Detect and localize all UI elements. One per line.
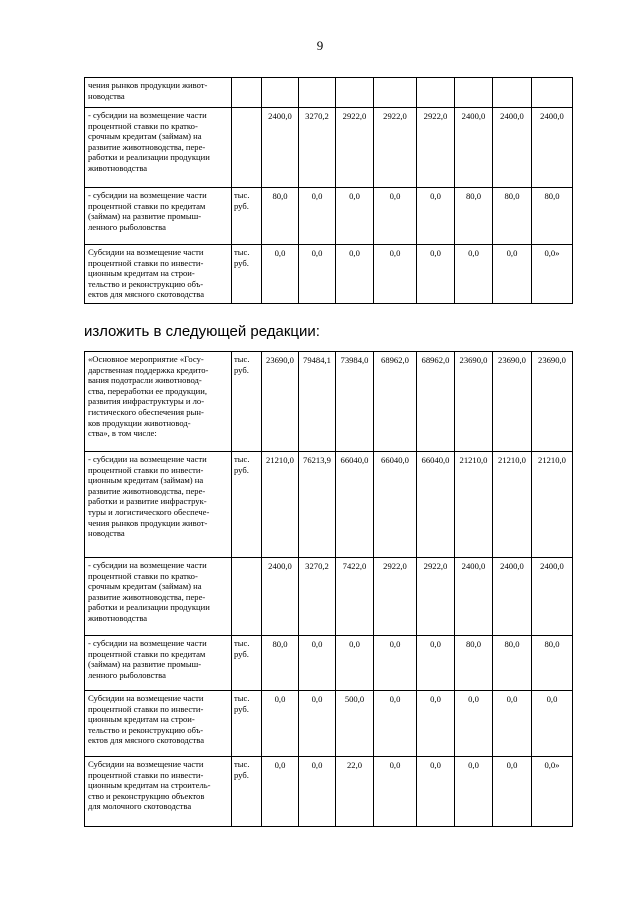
value-cell: 0,0	[417, 757, 455, 827]
value-cell: 0,0	[455, 245, 493, 304]
table-row	[85, 757, 573, 827]
row-description: - субсидии на возмещение части процентной ставки по инвести- ционным кредитам (займам) на развитие животноводства, пере- работки и развитие инфраструк- туры и логистического обеспече- чения рынков продукции живот- новодства	[85, 452, 232, 558]
value-cell: 0,0	[336, 245, 374, 304]
value-cell: 68962,0	[374, 352, 417, 452]
value-cell: 0,0	[493, 757, 532, 827]
page-number: 9	[316, 38, 324, 53]
row-description: - субсидии на возмещение части процентной ставки по кредитам (займам) на развитие промыш- ленного рыболовства	[85, 636, 232, 691]
value-cell: 73984,0	[336, 352, 374, 452]
value-cell: 7422,0	[336, 558, 374, 636]
value-cell: 0,0	[417, 636, 455, 691]
value-cell: 3270,2	[299, 108, 336, 188]
value-cell	[299, 78, 336, 108]
value-cell	[455, 78, 493, 108]
row-unit	[232, 108, 262, 188]
value-cell: 2922,0	[374, 558, 417, 636]
value-cell: 0,0	[374, 245, 417, 304]
value-cell: 0,0	[455, 757, 493, 827]
table-new-edition	[84, 351, 573, 827]
value-cell: 0,0	[532, 691, 573, 757]
value-cell	[262, 78, 299, 108]
value-cell: 80,0	[532, 636, 573, 691]
row-description: Субсидии на возмещение части процентной ставки по инвести- ционным кредитам на строитель- ство и реконструкцию объектов для молочного скотоводства	[85, 757, 232, 827]
table-row	[85, 452, 573, 558]
value-cell	[532, 78, 573, 108]
table-original	[84, 77, 573, 304]
value-cell: 0,0	[374, 188, 417, 245]
value-cell: 0,0	[417, 691, 455, 757]
value-cell: 0,0	[262, 245, 299, 304]
value-cell: 500,0	[336, 691, 374, 757]
value-cell: 21210,0	[262, 452, 299, 558]
row-unit: тыс. руб.	[232, 452, 262, 558]
row-description: Субсидии на возмещение части процентной ставки по инвести- ционным кредитам на строи- тельство и реконструкцию объ- ектов для мясного скотоводства	[85, 691, 232, 757]
row-description: Субсидии на возмещение части процентной ставки по инвести- ционным кредитам на строи- тельство и реконструкцию объ- ектов для мясного скотоводства	[85, 245, 232, 304]
row-unit	[232, 558, 262, 636]
value-cell: 0,0	[299, 245, 336, 304]
value-cell: 0,0	[417, 245, 455, 304]
value-cell: 2400,0	[455, 108, 493, 188]
value-cell: 2922,0	[336, 108, 374, 188]
value-cell: 66040,0	[417, 452, 455, 558]
value-cell: 0,0	[299, 757, 336, 827]
value-cell: 66040,0	[336, 452, 374, 558]
value-cell: 2400,0	[532, 108, 573, 188]
value-cell: 21210,0	[493, 452, 532, 558]
value-cell: 2922,0	[417, 108, 455, 188]
value-cell	[417, 78, 455, 108]
table-row	[85, 636, 573, 691]
value-cell: 2400,0	[455, 558, 493, 636]
row-unit: тыс. руб.	[232, 352, 262, 452]
value-cell: 0,0	[417, 188, 455, 245]
value-cell	[493, 78, 532, 108]
value-cell: 0,0	[336, 636, 374, 691]
value-cell: 3270,2	[299, 558, 336, 636]
row-unit: тыс. руб.	[232, 245, 262, 304]
section-heading: изложить в следующей редакции:	[84, 323, 320, 340]
row-unit: тыс. руб.	[232, 188, 262, 245]
row-description: «Основное мероприятие «Госу- дарственная поддержка кредито- вания подотрасли животновод- ства, переработки ее продукции, развития инфраструктуры и ло- гистического обеспечения рын- ков продукции животновод- ства», в том числе:	[85, 352, 232, 452]
value-cell: 80,0	[493, 636, 532, 691]
value-cell: 21210,0	[455, 452, 493, 558]
table-row	[85, 352, 573, 452]
table-row	[85, 78, 573, 108]
value-cell: 0,0	[262, 691, 299, 757]
value-cell: 23690,0	[493, 352, 532, 452]
value-cell: 0,0	[299, 636, 336, 691]
value-cell: 2400,0	[262, 108, 299, 188]
row-description: - субсидии на возмещение части процентной ставки по кратко- срочным кредитам (займам) на развитие животноводства, пере- работки и реализации продукции животноводства	[85, 108, 232, 188]
value-cell: 0,0»	[532, 757, 573, 827]
row-description: - субсидии на возмещение части процентной ставки по кратко- срочным кредитам (займам) на развитие животноводства, пере- работки и реализации продукции животноводства	[85, 558, 232, 636]
table-row	[85, 188, 573, 245]
value-cell: 80,0	[455, 188, 493, 245]
value-cell: 2400,0	[493, 108, 532, 188]
value-cell: 2922,0	[374, 108, 417, 188]
value-cell	[336, 78, 374, 108]
row-description: - субсидии на возмещение части процентной ставки по кредитам (займам) на развитие промыш- ленного рыболовства	[85, 188, 232, 245]
value-cell: 80,0	[493, 188, 532, 245]
value-cell: 0,0	[336, 188, 374, 245]
row-description: чения рынков продукции живот- новодства	[85, 78, 232, 108]
value-cell: 2400,0	[532, 558, 573, 636]
value-cell: 0,0	[374, 757, 417, 827]
value-cell: 0,0	[262, 757, 299, 827]
value-cell: 80,0	[455, 636, 493, 691]
value-cell: 80,0	[532, 188, 573, 245]
value-cell: 68962,0	[417, 352, 455, 452]
value-cell: 2400,0	[262, 558, 299, 636]
value-cell: 80,0	[262, 188, 299, 245]
value-cell: 66040,0	[374, 452, 417, 558]
value-cell: 79484,1	[299, 352, 336, 452]
value-cell: 22,0	[336, 757, 374, 827]
value-cell: 76213,9	[299, 452, 336, 558]
row-unit: тыс. руб.	[232, 757, 262, 827]
value-cell: 0,0	[299, 188, 336, 245]
table-row	[85, 245, 573, 304]
value-cell: 0,0	[455, 691, 493, 757]
value-cell: 0,0	[374, 691, 417, 757]
value-cell: 0,0	[493, 691, 532, 757]
value-cell: 0,0	[493, 245, 532, 304]
table-row	[85, 691, 573, 757]
table-row	[85, 558, 573, 636]
value-cell: 2922,0	[417, 558, 455, 636]
value-cell: 0,0	[299, 691, 336, 757]
value-cell	[374, 78, 417, 108]
value-cell: 23690,0	[532, 352, 573, 452]
table-row	[85, 108, 573, 188]
value-cell: 23690,0	[262, 352, 299, 452]
value-cell: 0,0»	[532, 245, 573, 304]
row-unit: тыс. руб.	[232, 691, 262, 757]
value-cell: 21210,0	[532, 452, 573, 558]
value-cell: 23690,0	[455, 352, 493, 452]
value-cell: 80,0	[262, 636, 299, 691]
value-cell: 2400,0	[493, 558, 532, 636]
row-unit	[232, 78, 262, 108]
value-cell: 0,0	[374, 636, 417, 691]
row-unit: тыс. руб.	[232, 636, 262, 691]
